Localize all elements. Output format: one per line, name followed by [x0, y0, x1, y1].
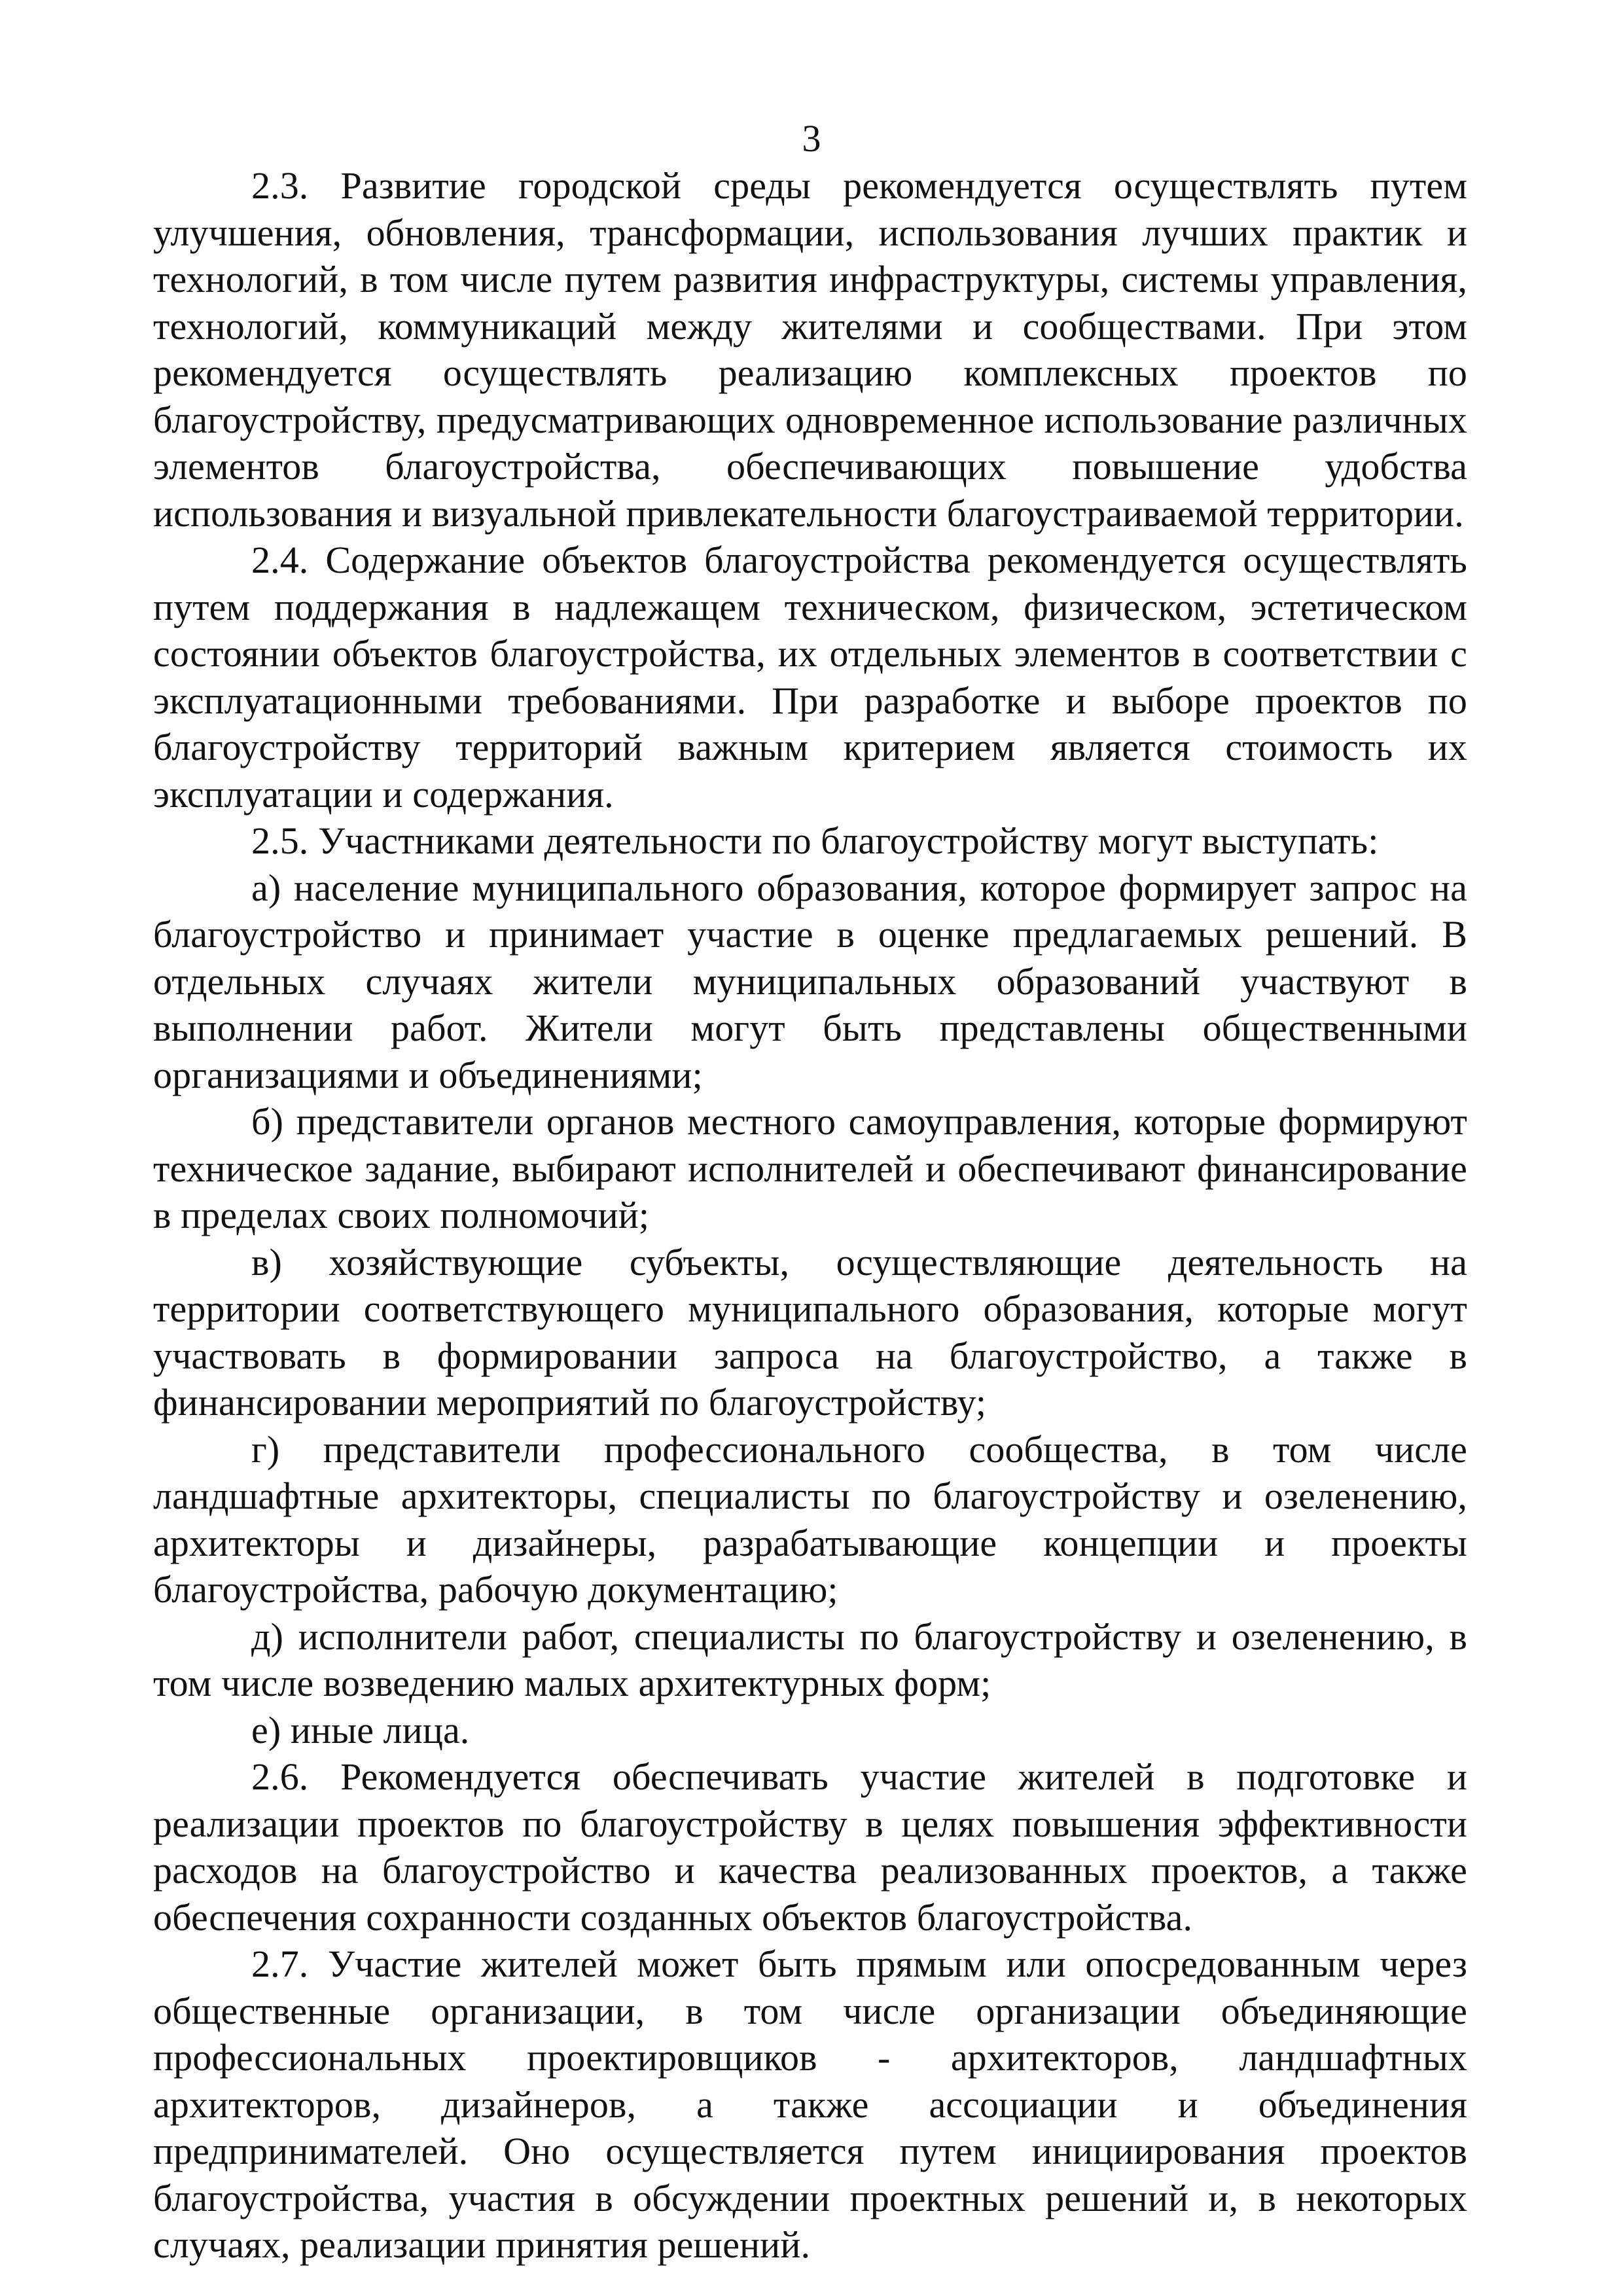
list-item-b: б) представители органов местного самоуправления, которые формируют техническое задание, выбирают исполнителей и обеспечивают финансирование в пределах своих полномочий;	[153, 1100, 1467, 1236]
list-item-v: в) хозяйствующие субъекты, осуществляющие деятельность на территории соответствующего муниципального образования, которые могут участвовать в формировании запроса на благоустройство, а также в финансировании мероприятий по благоустройству;	[153, 1240, 1467, 1424]
paragraph-2-5: 2.5. Участниками деятельности по благоустройству могут выступать:	[251, 819, 1379, 862]
page-number: 3	[802, 117, 821, 160]
list-item-a: а) население муниципального образования, которое формирует запрос на благоустройство и принимает участие в оценке предлагаемых решений. В отдельных случаях жители муниципальных образований участвуют в выполнении работ. Жители могут быть представлены общественными организациями и объединениями;	[153, 866, 1467, 1096]
list-item-g: г) представители профессионального сообщества, в том числе ландшафтные архитекторы, специалисты по благоустройству и озеленению, архитекторы и дизайнеры, разрабатывающие концепции и проекты благоустройства, рабочую документацию;	[153, 1427, 1467, 1611]
paragraph-2-3: 2.3. Развитие городской среды рекомендуется осуществлять путем улучшения, обновления, трансформации, использования лучших практик и технологий, в том числе путем развития инфраструктуры, системы управления, технологий, коммуникаций между жителями и сообществами. При этом рекомендуется осуществлять реализацию комплексных проектов по благоустройству, предусматривающих одновременное использование различных элементов благоустройства, обеспечивающих повышение удобства использования и визуальной привлекательности благоустраиваемой территории.	[153, 164, 1467, 535]
document-body	[153, 162, 1467, 2269]
paragraph-2-4: 2.4. Содержание объектов благоустройства рекомендуется осуществлять путем поддержания в надлежащем техническом, физическом, эстетическом состоянии объектов благоустройства, их отдельных элементов в соответствии с эксплуатационными требованиями. При разработке и выборе проектов по благоустройству территорий важным критерием является стоимость их эксплуатации и содержания.	[153, 539, 1467, 816]
paragraph-2-6: 2.6. Рекомендуется обеспечивать участие жителей в подготовке и реализации проектов по благоустройству в целях повышения эффективности расходов на благоустройство и качества реализованных проектов, а также обеспечения сохранности созданных объектов благоустройства.	[153, 1755, 1467, 1939]
list-item-e: е) иные лица.	[251, 1708, 470, 1751]
list-item-d: д) исполнители работ, специалисты по благоустройству и озеленению, в том числе возведению малых архитектурных форм;	[153, 1615, 1467, 1704]
paragraph-2-7: 2.7. Участие жителей может быть прямым или опосредованным через общественные организации, в том числе организации объединяющие профессиональных проектировщиков - архитекторов, ландшафтных архитекторов, дизайнеров, а также ассоциации и объединения предпринимателей. Оно осуществляется путем инициирования проектов благоустройства, участия в обсуждении проектных решений и, в некоторых случаях, реализации принятия решений.	[153, 1943, 1467, 2266]
